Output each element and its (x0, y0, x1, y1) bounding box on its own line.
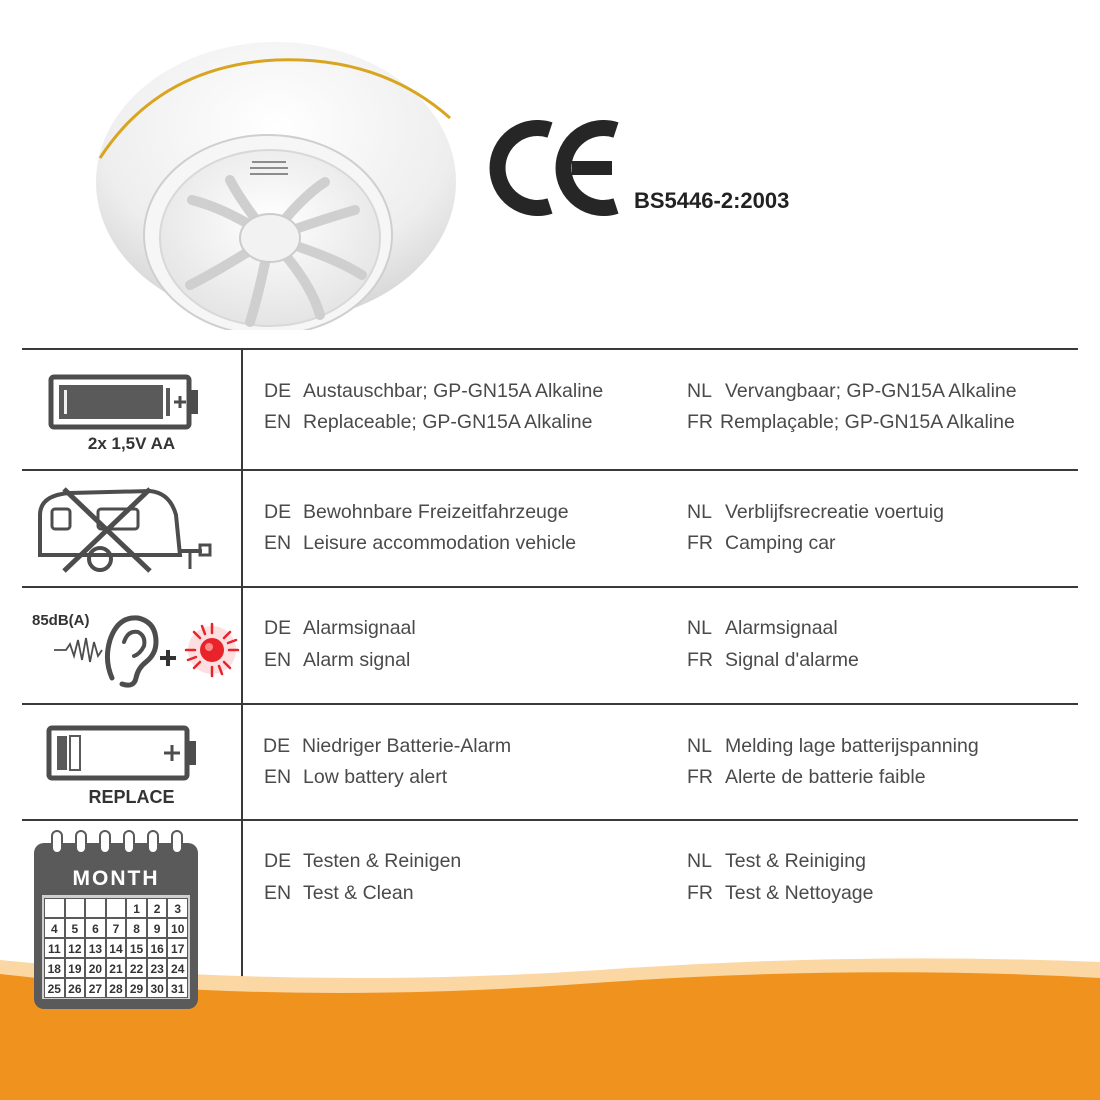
row-text-fr: FR Camping car (687, 532, 836, 554)
table-row (22, 588, 1078, 703)
calendar-day: 11 (44, 938, 65, 958)
calendar-day: 17 (167, 938, 188, 958)
calendar-day: 18 (44, 958, 65, 978)
table-row (22, 821, 1078, 1001)
row-text-fr: FR Remplaçable; GP-GN15A Alkaline (687, 411, 1015, 433)
ce-mark-icon (488, 120, 628, 216)
calendar-day: 4 (44, 918, 65, 938)
calendar-day: 6 (85, 918, 106, 938)
calendar-day (106, 898, 127, 918)
row-text-en: EN Replaceable; GP-GN15A Alkaline (264, 411, 593, 433)
calendar-day (65, 898, 86, 918)
row-text-nl: NL Melding lage batterijspanning (687, 735, 979, 757)
table-row (22, 471, 1078, 586)
row-text-nl: NL Test & Reiniging (687, 850, 866, 872)
calendar-day: 22 (126, 958, 147, 978)
calendar-day: 31 (167, 978, 188, 998)
calendar-day: 1 (126, 898, 147, 918)
calendar-day (44, 898, 65, 918)
calendar-day: 24 (167, 958, 188, 978)
row-text-fr: FR Test & Nettoyage (687, 882, 874, 904)
row-text-en: EN Test & Clean (264, 882, 414, 904)
calendar-day: 21 (106, 958, 127, 978)
calendar-day: 8 (126, 918, 147, 938)
calendar-day: 5 (65, 918, 86, 938)
row-text-de: DE Austauschbar; GP-GN15A Alkaline (264, 380, 604, 402)
calendar-day: 15 (126, 938, 147, 958)
row-text-en: EN Low battery alert (264, 766, 448, 788)
row-text-nl: NL Vervangbaar; GP-GN15A Alkaline (687, 380, 1017, 402)
row-text-en: EN Leisure accommodation vehicle (264, 532, 577, 554)
calendar-day: 16 (147, 938, 168, 958)
row-text-fr: FR Signal d'alarme (687, 649, 859, 671)
row-text-nl: NL Verblijfsrecreatie voertuig (687, 501, 944, 523)
calendar-day: 14 (106, 938, 127, 958)
calendar-month-icon (32, 827, 210, 1013)
calendar-day: 9 (147, 918, 168, 938)
calendar-day: 13 (85, 938, 106, 958)
calendar-day: 3 (167, 898, 188, 918)
calendar-day: 28 (106, 978, 127, 998)
calendar-day (85, 898, 106, 918)
calendar-day: 10 (167, 918, 188, 938)
replace-caption: REPLACE (88, 787, 175, 807)
caravan-crossed-icon (30, 485, 212, 577)
calendar-day: 25 (44, 978, 65, 998)
decibel-caption: 85dB(A) (32, 612, 90, 629)
heat-detector-image (80, 30, 500, 330)
calendar-day: 7 (106, 918, 127, 938)
calendar-day: 29 (126, 978, 147, 998)
table-row (22, 350, 1078, 469)
row-text-de: DE Niedriger Batterie-Alarm (263, 735, 512, 757)
calendar-day: 19 (65, 958, 86, 978)
row-text-en: EN Alarm signal (264, 649, 411, 671)
calendar-day: 2 (147, 898, 168, 918)
table-row (22, 705, 1078, 819)
standard-code: BS5446-2:2003 (634, 188, 790, 213)
calendar-grid (44, 898, 188, 998)
row-text-de: DE Testen & Reinigen (264, 850, 462, 872)
battery-caption: 2x 1,5V AA (87, 434, 176, 453)
battery-low-icon (46, 725, 216, 785)
alarm-ear-light-icon (52, 610, 242, 690)
row-text-fr: FR Alerte de batterie faible (687, 766, 926, 788)
calendar-month-label: MONTH (72, 867, 160, 890)
calendar-day: 26 (65, 978, 86, 998)
battery-full-icon (48, 374, 216, 434)
calendar-day: 23 (147, 958, 168, 978)
calendar-day: 27 (85, 978, 106, 998)
calendar-day: 12 (65, 938, 86, 958)
row-text-de: DE Bewohnbare Freizeitfahrzeuge (264, 501, 569, 523)
row-text-nl: NL Alarmsignaal (687, 617, 838, 639)
row-text-de: DE Alarmsignaal (264, 617, 416, 639)
calendar-day: 30 (147, 978, 168, 998)
calendar-day: 20 (85, 958, 106, 978)
